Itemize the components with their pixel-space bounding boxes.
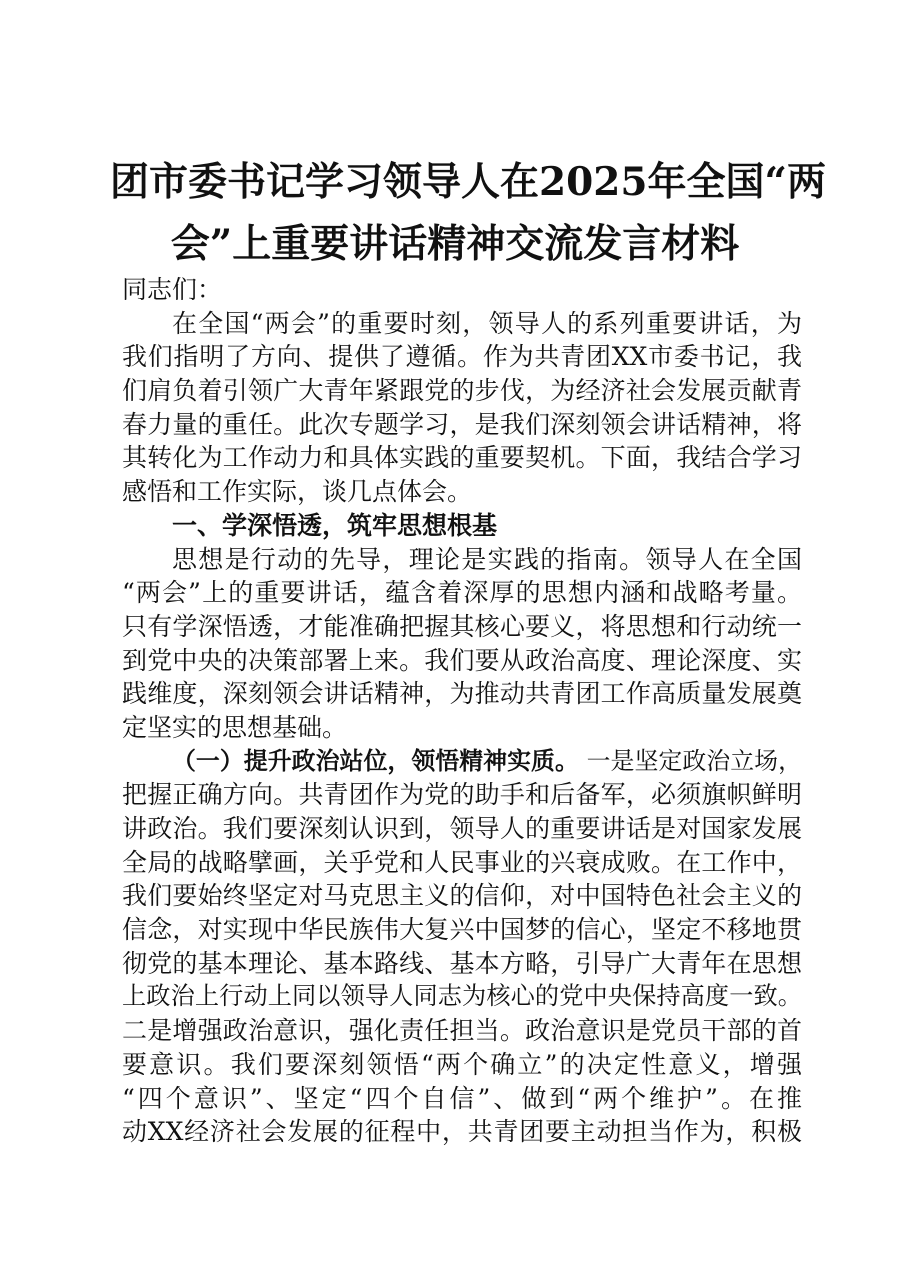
paragraph-line: 把握正确方向。共青团作为党的助手和后备军，必须旗帜鲜明 <box>122 780 802 810</box>
paragraph-line: 我们指明了方向、提供了遵循。作为共青团XX市委书记，我 <box>122 342 802 372</box>
document-body <box>122 273 802 1149</box>
paragraph-line: 思想是行动的先导，理论是实践的指南。领导人在全国 <box>172 544 802 574</box>
paragraph-line: 信念，对实现中华民族伟大复兴中国梦的信心，坚定不移地贯 <box>122 915 802 945</box>
paragraph-line: 在全国“两会”的重要时刻，领导人的系列重要讲话，为 <box>172 308 802 338</box>
paragraph-line: 动XX经济社会发展的征程中，共青团要主动担当作为，积极 <box>122 1117 802 1147</box>
paragraph-line: 二是增强政治意识，强化责任担当。政治意识是党员干部的首 <box>122 1016 802 1046</box>
paragraph-line: 践维度，深刻领会讲话精神，为推动共青团工作高质量发展奠 <box>122 679 802 709</box>
paragraph-line: 全局的战略擘画，关乎党和人民事业的兴衰成败。在工作中， <box>122 847 802 877</box>
document-title-line-1: 团市委书记学习领导人在2025年全国“两 <box>110 159 826 205</box>
paragraph-line: 其转化为工作动力和具体实践的重要契机。下面，我结合学习 <box>122 443 802 473</box>
paragraph-line: 春力量的重任。此次专题学习，是我们深刻领会讲话精神，将 <box>122 409 802 439</box>
paragraph-line: 只有学深悟透，才能准确把握其核心要义，将思想和行动统一 <box>122 611 802 641</box>
paragraph-text: 一是坚定政治立场， <box>586 746 802 775</box>
paragraph-line: 讲政治。我们要深刻认识到，领导人的重要讲话是对国家发展 <box>122 814 802 843</box>
paragraph-line: “四个意识”、坚定“四个自信”、做到“两个维护”。在推 <box>122 1083 802 1113</box>
paragraph-line: 们肩负着引领广大青年紧跟党的步伐，为经济社会发展贡献青 <box>122 376 802 406</box>
paragraph-line <box>122 745 802 779</box>
paragraph-line: 定坚实的思想基础。 <box>122 712 348 742</box>
document-title-line-2: 会”上重要讲话精神交流发言材料 <box>170 221 740 267</box>
paragraph-line: 到党中央的决策部署上来。我们要从政治高度、理论深度、实 <box>122 645 802 675</box>
paragraph-line: 彻党的基本理论、基本路线、基本方略，引导广大青年在思想 <box>122 948 802 978</box>
paragraph-line: 上政治上行动上同以领导人同志为核心的党中央保持高度一致。 <box>122 982 802 1011</box>
paragraph-line: 要意识。我们要深刻领悟“两个确立”的决定性意义，增强 <box>122 1049 802 1079</box>
paragraph-line: 我们要始终坚定对马克思主义的信仰，对中国特色社会主义的 <box>122 881 802 911</box>
section-heading: 一、学深悟透，筑牢思想根基 <box>172 510 498 540</box>
paragraph-line: “两会”上的重要讲话，蕴含着深厚的思想内涵和战略考量。 <box>122 578 802 608</box>
paragraph-line: 感悟和工作实际，谈几点体会。 <box>122 477 473 507</box>
salutation: 同志们： <box>122 275 223 304</box>
subsection-heading: （一）提升政治站位，领悟精神实质。 <box>172 746 579 775</box>
